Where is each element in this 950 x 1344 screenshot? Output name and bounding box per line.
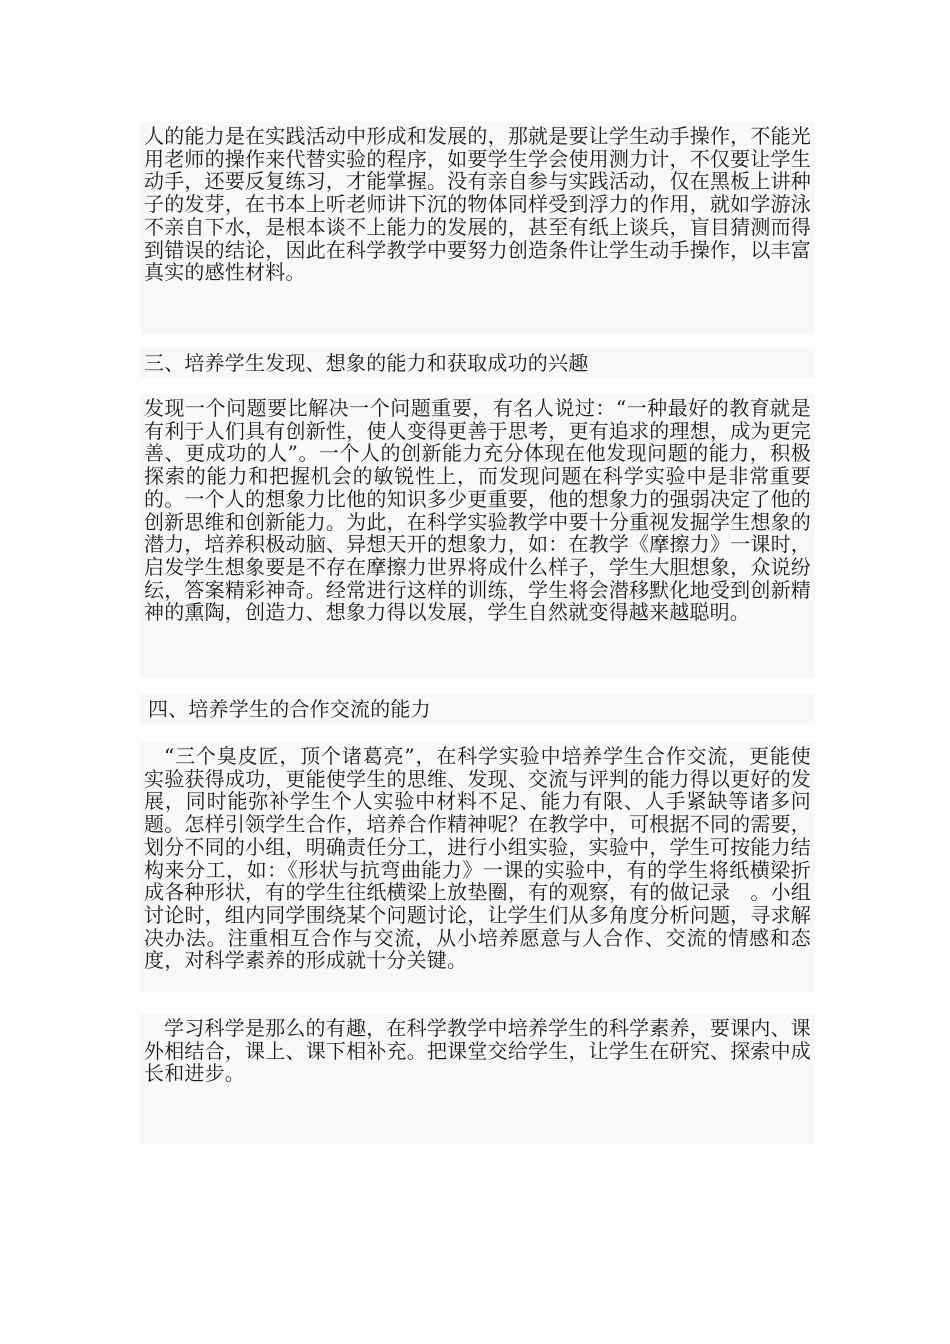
- section-heading-discovery-imagination: 三、培养学生发现、想象的能力和获取成功的兴趣: [144, 351, 589, 375]
- body-paragraph-cooperation: “三个臭皮匠，顶个诸葛亮”，在科学实验中培养学生合作交流，更能使实验获得成功，更能使学生的思维、发现、交流与评判的能力得以更好的发展，同时能弥补学生个人实验中材料不足、能力有限、人手紧缺等诸多问题。怎样引领学生合作，培养合作精神呢？在教学中，可根据不同的需要，划分不同的小组，明确责任分工，进行小组实验，实验中，学生可按能力结构来分工，如：《形状与抗弯曲能力》一课的实验中，有的学生将纸横梁折成各种形状，有的学生往纸横梁上放垫圈，有的观察，有的做记录 。小组讨论时，组内同学围绕某个问题讨论，让学生们从多角度分析问题，寻求解决办法。注重相互合作与交流，从小培养愿意与人合作、交流的情感和态度，对科学素养的形成就十分关键。: [144, 744, 811, 973]
- body-paragraph-conclusion: 学习科学是那么的有趣，在科学教学中培养学生的科学素养，要课内、课外相结合，课上、课下相补充。把课堂交给学生，让学生在研究、探索中成长和进步。: [144, 1016, 811, 1086]
- section-heading-block: [140, 694, 815, 724]
- paragraph-block: [140, 122, 815, 335]
- section-heading-cooperation: 四、培养学生的合作交流的能力: [148, 697, 431, 721]
- section-heading-block: [140, 348, 815, 378]
- paragraph-block: [140, 742, 815, 992]
- body-paragraph-practice: 人的能力是在实践活动中形成和发展的，那就是要让学生动手操作，不能光用老师的操作来代替实验的程序，如要学生学会使用测力计，不仅要让学生动手，还要反复练习，才能掌握。没有亲自参与实践活动，仅在黑板上讲种子的发芽，在书本上听老师讲下沉的物体同样受到浮力的作用，就如学游泳不亲自下水，是根本谈不上能力的发展的，甚至有纸上谈兵，盲目猜测而得到错误的结论，因此在科学教学中要努力创造条件让学生动手操作，以丰富真实的感性材料。: [144, 124, 811, 285]
- body-paragraph-imagination: 发现一个问题要比解决一个问题重要，有名人说过：“一种最好的教育就是有利于人们具有创新性，使人变得更善于思考，更有追求的理想，成为更完善、更成功的人”。一个人的创新能力充分体现在他发现问题的能力，积极探索的能力和把握机会的敏锐性上，而发现问题在科学实验中是非常重要的。一个人的想象力比他的知识多少更重要，他的想象力的强弱决定了他的创新思维和创新能力。为此，在科学实验教学中要十分重视发掘学生想象的潜力，培养积极动脑、异想天开的想象力，如：在教学《摩擦力》一课时，启发学生想象要是不存在摩擦力世界将成什么样子，学生大胆想象，众说纷纭，答案精彩神奇。经常进行这样的训练，学生将会潜移默化地受到创新精神的熏陶，创造力、想象力得以发展，学生自然就变得越来越聪明。: [144, 396, 811, 625]
- paragraph-block: [140, 394, 815, 678]
- paragraph-block: [140, 1014, 815, 1144]
